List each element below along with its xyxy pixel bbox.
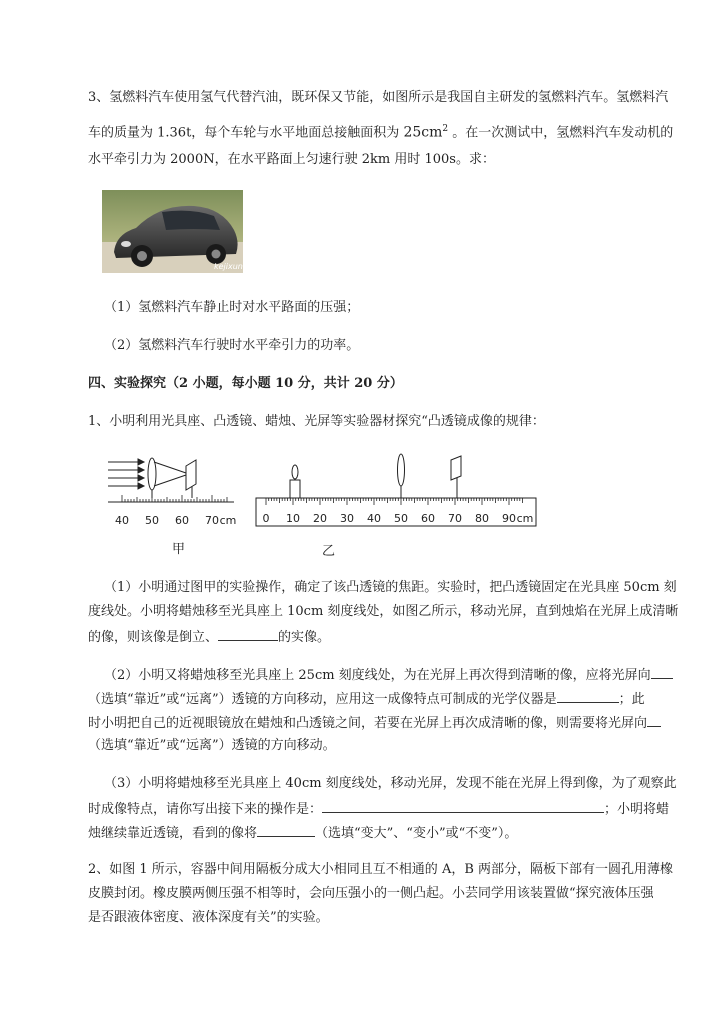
section-4-heading: 四、实验探究（2 小题，每小题 10 分，共计 20 分） bbox=[88, 376, 403, 391]
exp1-p2-line-1 bbox=[104, 665, 673, 685]
ruler-label-70: 70 bbox=[448, 512, 462, 525]
ruler-label-60: 60 bbox=[421, 512, 435, 525]
ruler-label-90: 90 bbox=[502, 512, 516, 525]
exp1-p1-line-3-a: 的像，则该像是倒立、 bbox=[88, 630, 219, 645]
exp1-p1-line-3 bbox=[88, 627, 330, 647]
figure-yi bbox=[252, 452, 542, 532]
exp1-p2-line-3-text: 时小明把自己的近视眼镜放在蜡烛和凸透镜之间，若要在光屏上再次成清晰的像，则需要将光屏向 bbox=[88, 716, 648, 731]
exp1-p3-line-3-b: （选填“变大”、“变小”或“不变”）。 bbox=[315, 826, 518, 841]
answer-blank-optical-instrument[interactable] bbox=[557, 689, 619, 703]
q3-sub-1: （1）氢燃料汽车静止时对水平路面的压强； bbox=[104, 300, 360, 315]
exp1-p1-line-2: 度线处。小明将蜡烛移至光具座上 10cm 刻度线处，如图乙所示，移动光屏，直到烛焰在光屏上成清晰 bbox=[88, 604, 679, 619]
area-exponent: 2 bbox=[442, 124, 449, 134]
answer-blank-screen-direction-1[interactable] bbox=[651, 665, 673, 679]
ruler-label-10: 10 bbox=[286, 512, 300, 525]
q3-line-3: 水平牵引力为 2000N，在水平路面上匀速行驶 2km 用时 100s。求： bbox=[88, 152, 495, 167]
ruler-label-40: 40 bbox=[367, 512, 381, 525]
exp1-p3-line-1: （3）小明将蜡烛移至光具座上 40cm 刻度线处，移动光屏，发现不能在光屏上得到像，为了观察此 bbox=[104, 776, 677, 791]
answer-blank-image-size[interactable] bbox=[218, 627, 278, 641]
ruler-unit: cm bbox=[516, 512, 534, 525]
ruler-label-70: 70 bbox=[205, 514, 219, 527]
ruler-label-20: 20 bbox=[313, 512, 327, 525]
ruler-label-80: 80 bbox=[475, 512, 489, 525]
ruler-label-40: 40 bbox=[115, 514, 129, 527]
answer-blank-next-operation[interactable] bbox=[322, 799, 604, 813]
exp1-p3-line-2-b: ；小明将蜡 bbox=[604, 802, 670, 817]
figure-jia bbox=[104, 452, 244, 542]
q3-sub-2: （2）氢燃料汽车行驶时水平牵引力的功率。 bbox=[104, 338, 360, 353]
exp1-p2-line-4: （选填“靠近”或“远离”）透镜的方向移动。 bbox=[88, 738, 336, 753]
answer-blank-screen-direction-2[interactable] bbox=[647, 713, 661, 727]
q3-line-2-a: 车的质量为 1.36t，每个车轮与水平地面总接触面积为 bbox=[88, 125, 404, 141]
exp1-p3-line-2 bbox=[88, 799, 669, 819]
ruler-label-30: 30 bbox=[340, 512, 354, 525]
answer-blank-image-change[interactable] bbox=[257, 823, 315, 837]
exp1-p2-line-2-b: ；此 bbox=[618, 692, 645, 707]
exp1-intro: 1、小明利用光具座、凸透镜、蜡烛、光屏等实验器材探究“凸透镜成像的规律： bbox=[88, 414, 545, 429]
exp1-p2-line-2 bbox=[88, 689, 645, 709]
hydrogen-car-photo bbox=[102, 190, 243, 273]
exp1-p1-line-3-b: 的实像。 bbox=[278, 630, 331, 645]
figure-yi-caption: 乙 bbox=[322, 544, 336, 559]
ruler-label-0: 0 bbox=[262, 512, 270, 525]
exp1-p2-line-2-a: （选填“靠近”或“远离”）透镜的方向移动，应用这一成像特点可制成的光学仪器是 bbox=[88, 692, 557, 707]
exp1-p3-line-3-a: 烛继续靠近透镜，看到的像将 bbox=[88, 826, 258, 841]
ruler-label-50: 50 bbox=[145, 514, 159, 527]
area-value: 25cm bbox=[403, 124, 443, 141]
exp1-p2-line-3 bbox=[88, 713, 661, 733]
exp1-p1-line-1: （1）小明通过图甲的实验操作，确定了该凸透镜的焦距。实验时，把凸透镜固定在光具座 50cm 刻 bbox=[104, 580, 677, 595]
exp2-line-3: 是否跟液体密度、液体深度有关”的实验。 bbox=[88, 910, 329, 925]
exp2-line-2: 皮膜封闭。橡皮膜两侧压强不相等时，会向压强小的一侧凸起。小芸同学用该装置做“探究液体压强 bbox=[88, 886, 654, 901]
q3-line-2 bbox=[88, 120, 673, 142]
q3-line-2-b: 。在一次测试中，氢燃料汽车发动机的 bbox=[448, 125, 674, 141]
photo-watermark: kejixun bbox=[214, 262, 243, 271]
exp1-p2-line-1-text: （2）小明又将蜡烛移至光具座上 25cm 刻度线处，为在光屏上再次得到清晰的像，应将光屏向 bbox=[104, 668, 651, 683]
ruler-label-60: 60 bbox=[175, 514, 189, 527]
exp1-p3-line-3 bbox=[88, 823, 517, 843]
exp1-p3-line-2-a: 时成像特点，请你写出接下来的操作是： bbox=[88, 802, 323, 817]
q3-line-1: 3、氢燃料汽车使用氢气代替汽油，既环保又节能，如图所示是我国自主研发的氢燃料汽车。氢燃料汽 bbox=[88, 90, 669, 105]
figure-jia-caption: 甲 bbox=[172, 542, 186, 557]
ruler-unit: cm bbox=[219, 514, 237, 527]
ruler-label-50: 50 bbox=[394, 512, 408, 525]
exp2-line-1: 2、如图 1 所示，容器中间用隔板分成大小相同且互不相通的 A，B 两部分，隔板下部有一圆孔用薄橡 bbox=[88, 862, 674, 877]
